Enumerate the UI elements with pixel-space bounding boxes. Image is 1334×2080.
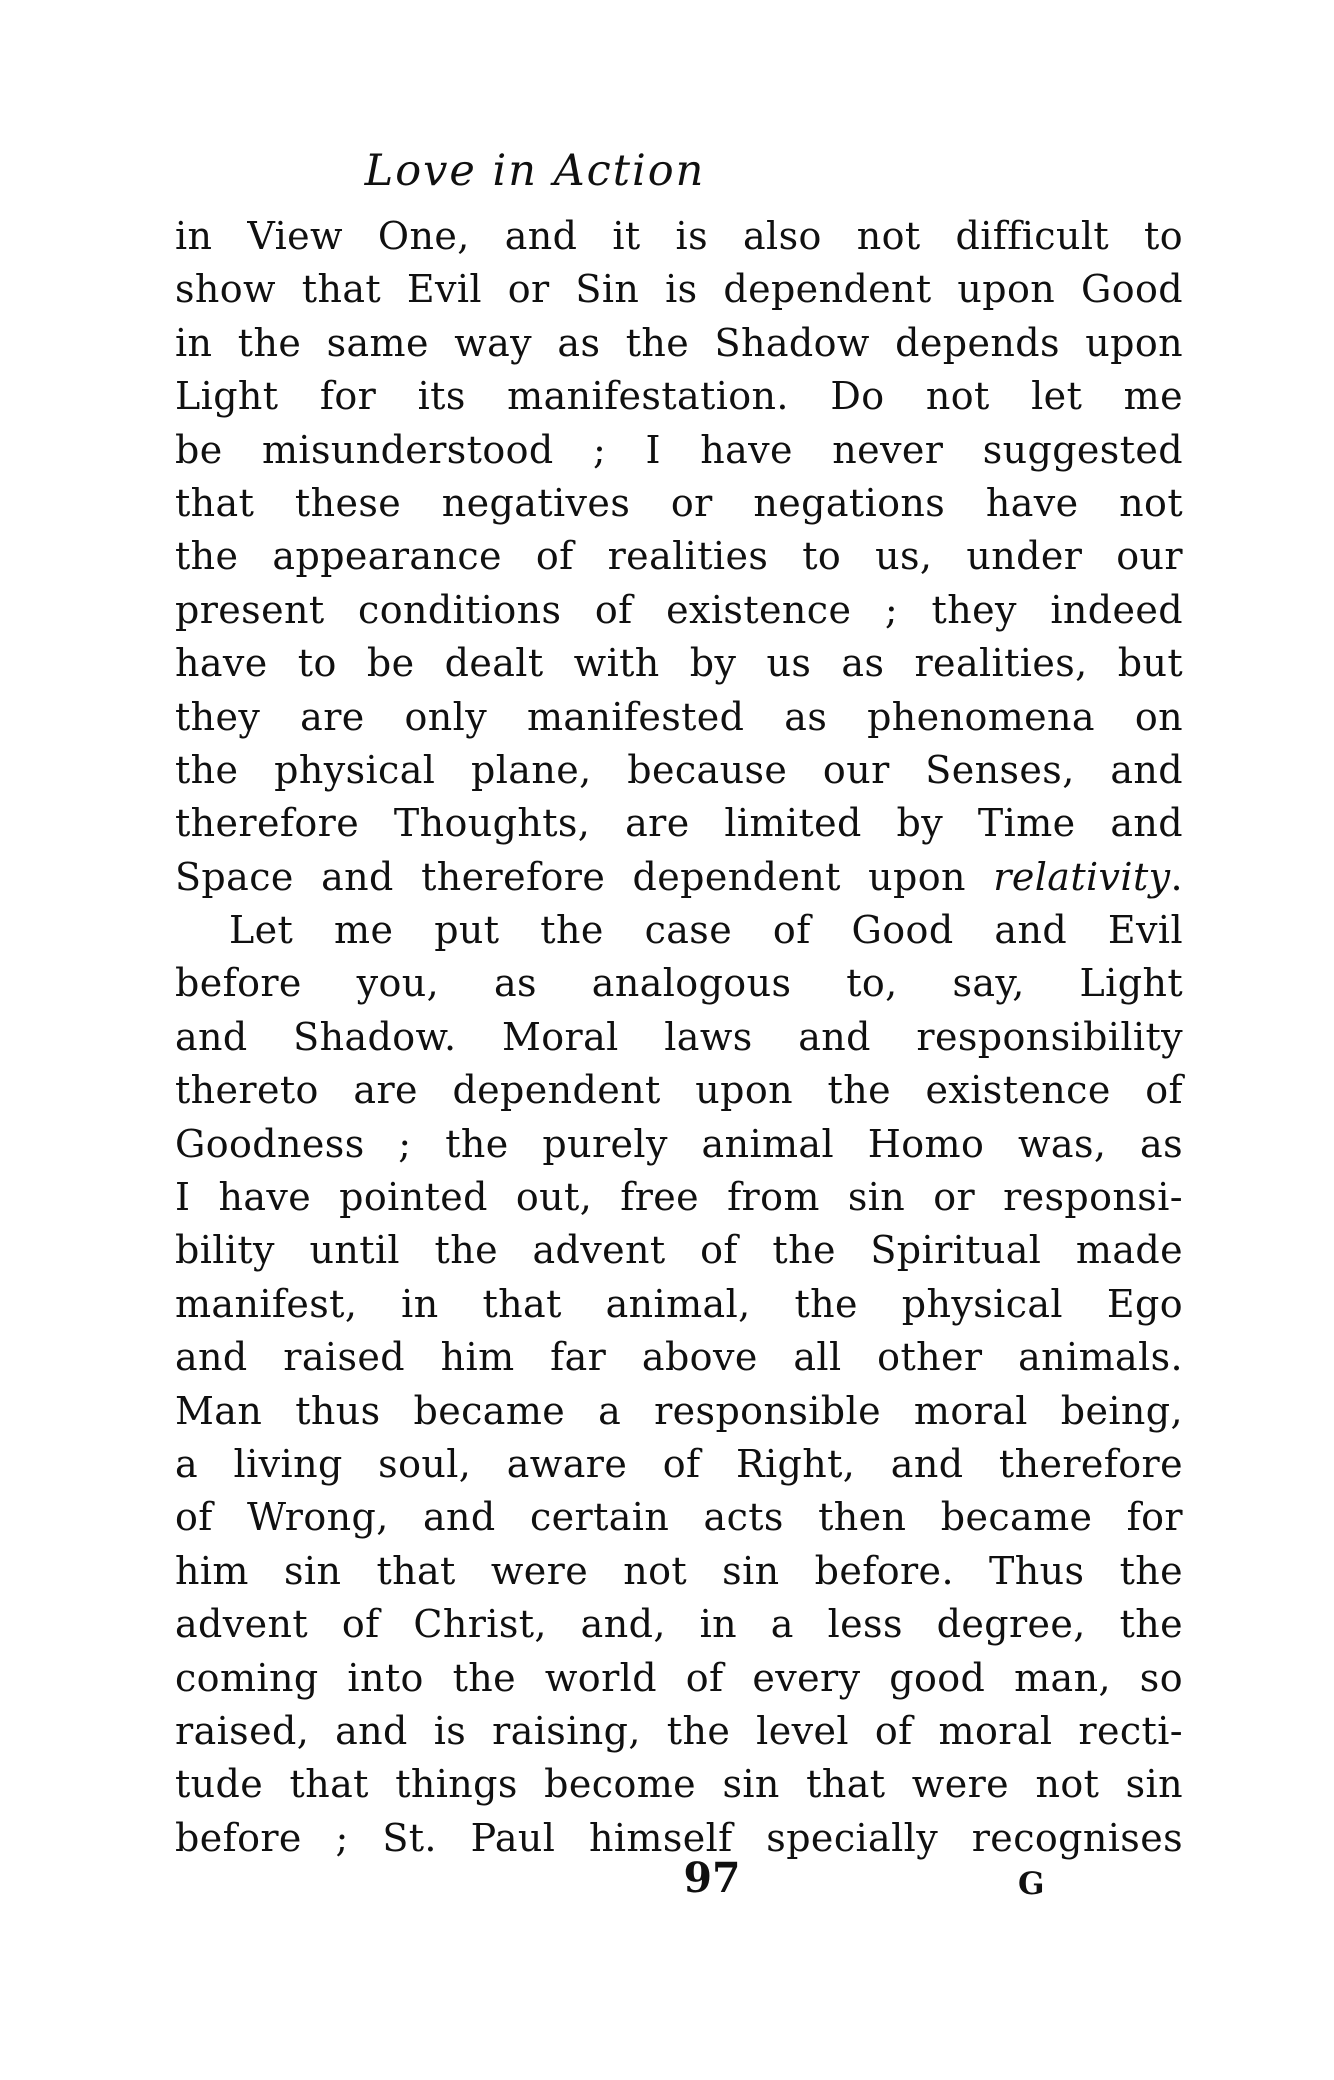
text-line: thereto are dependent upon the existence of — [175, 1068, 1183, 1113]
body-text — [175, 210, 1183, 1865]
text-line: show that Evil or Sin is dependent upon Good — [175, 267, 1183, 312]
text-line: they are only manifested as phenomena on — [175, 694, 1183, 739]
text-line: of Wrong, and certain acts then became for — [175, 1495, 1183, 1540]
text-line: and Shadow. Moral laws and responsibility — [175, 1014, 1183, 1059]
text-line: bility until the advent of the Spiritual made — [175, 1228, 1183, 1273]
text-line: Man thus became a responsible moral being, — [175, 1388, 1183, 1433]
text-segment: Space and therefore dependent upon — [175, 854, 994, 899]
text-line: tude that things become sin that were not sin — [175, 1762, 1183, 1807]
page-number: 97 — [683, 1854, 741, 1902]
text-line: advent of Christ, and, in a less degree, the — [175, 1602, 1183, 1647]
signature-mark: G — [1018, 1866, 1046, 1902]
text-line: present conditions of existence ; they indeed — [175, 587, 1183, 632]
text-line: raised, and is raising, the level of moral recti- — [175, 1708, 1183, 1753]
text-line: have to be dealt with by us as realities, but — [175, 641, 1183, 686]
text-line: Light for its manifestation. Do not let me — [175, 374, 1183, 419]
text-line: him sin that were not sin before. Thus the — [175, 1548, 1183, 1593]
text-line — [175, 851, 1183, 904]
text-line: in View One, and it is also not difficult to — [175, 214, 1183, 258]
text-line: before ; St. Paul himself specially recognises — [175, 1815, 1183, 1860]
text-line: coming into the world of every good man, so — [175, 1655, 1183, 1700]
text-line: a living soul, aware of Right, and therefore — [175, 1441, 1183, 1486]
text-line: I have pointed out, free from sin or responsi- — [175, 1175, 1183, 1220]
text-line: before you, as analogous to, say, Light — [175, 961, 1183, 1006]
text-segment: . — [1170, 854, 1183, 899]
text-line: in the same way as the Shadow depends upon — [175, 320, 1183, 365]
text-line: the appearance of realities to us, under our — [175, 534, 1183, 579]
text-line: therefore Thoughts, are limited by Time and — [175, 801, 1183, 846]
text-line: the physical plane, because our Senses, and — [175, 747, 1183, 792]
text-line: Let me put the case of Good and Evil — [229, 908, 1183, 953]
running-title: Love in Action — [364, 146, 706, 196]
text-line: manifest, in that animal, the physical Ego — [175, 1281, 1183, 1326]
text-line: be misunderstood ; I have never suggested — [175, 427, 1183, 472]
text-line: and raised him far above all other animals. — [175, 1335, 1183, 1380]
text-line: Goodness ; the purely animal Homo was, as — [175, 1121, 1183, 1166]
emphasized-word: relativity — [993, 854, 1171, 899]
text-line: that these negatives or negations have not — [175, 480, 1183, 525]
